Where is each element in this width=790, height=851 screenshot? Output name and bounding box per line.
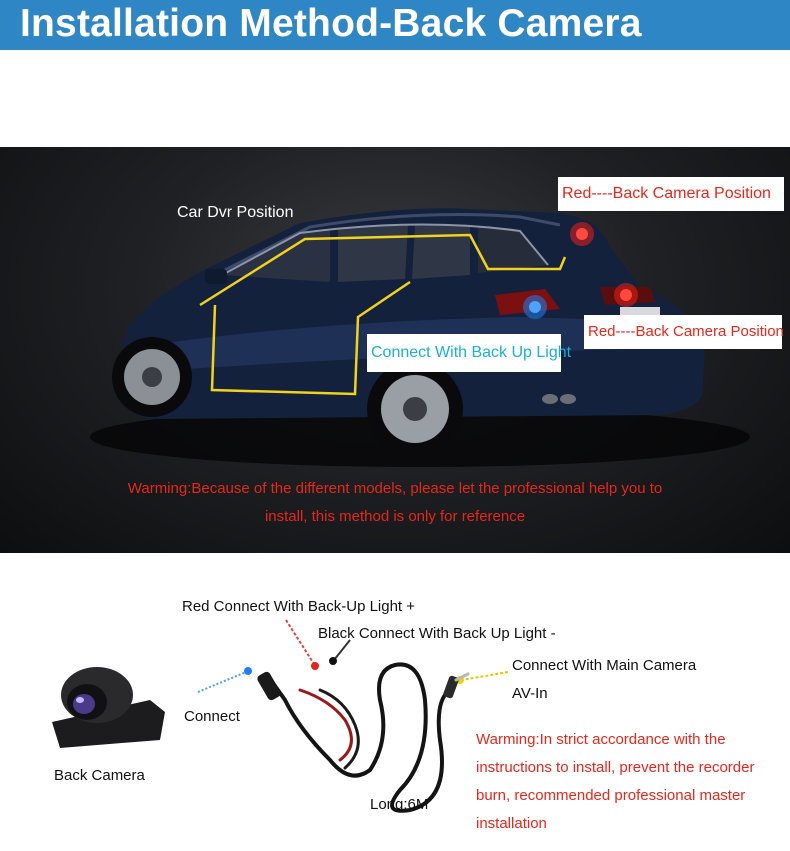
cable-image [256, 664, 468, 810]
back-camera-marker-top [570, 222, 594, 246]
backup-light-marker [523, 295, 547, 319]
red-wire-dot [311, 662, 319, 670]
backup-light-label: Connect With Back Up Light [367, 334, 561, 372]
back-camera-marker-bottom [614, 283, 638, 307]
back-camera-position-label-bottom: Red----Back Camera Position [584, 315, 782, 349]
page-title: Installation Method-Back Camera [20, 2, 642, 45]
connect-label: Connect [184, 708, 240, 725]
car-dvr-position-label: Car Dvr Position [177, 204, 294, 221]
back-camera-position-label-top: Red----Back Camera Position [558, 177, 784, 211]
red-wire-label: Red Connect With Back-Up Light + [182, 598, 416, 615]
cable-length-label: Long:6M [370, 796, 429, 813]
photo-warning-line-1: Warming:Because of the different models, please let the professional help you to [127, 480, 663, 497]
main-camera-label-line-2: AV-In [512, 685, 548, 702]
black-wire-dot [329, 657, 337, 665]
car-photo [0, 147, 790, 553]
connect-dot [244, 667, 252, 675]
diagram-warning-line-2: instructions to install, prevent the recorder [476, 759, 755, 776]
back-camera-image [52, 667, 165, 748]
main-camera-label-line-1: Connect With Main Camera [512, 657, 697, 674]
header-bar [0, 0, 790, 50]
back-camera-label: Back Camera [54, 767, 145, 784]
diagram-warning-line-4: installation [476, 815, 547, 832]
black-wire-pointer [334, 640, 350, 660]
photo-warning-line-2: install, this method is only for reference [264, 508, 526, 525]
connect-pointer [198, 672, 246, 692]
red-wire-pointer [286, 620, 314, 664]
black-wire-label: Black Connect With Back Up Light - [318, 625, 556, 642]
diagram-warning-line-1: Warming:In strict accordance with the [476, 731, 726, 748]
diagram-warning-line-3: burn, recommended professional master [476, 787, 746, 804]
